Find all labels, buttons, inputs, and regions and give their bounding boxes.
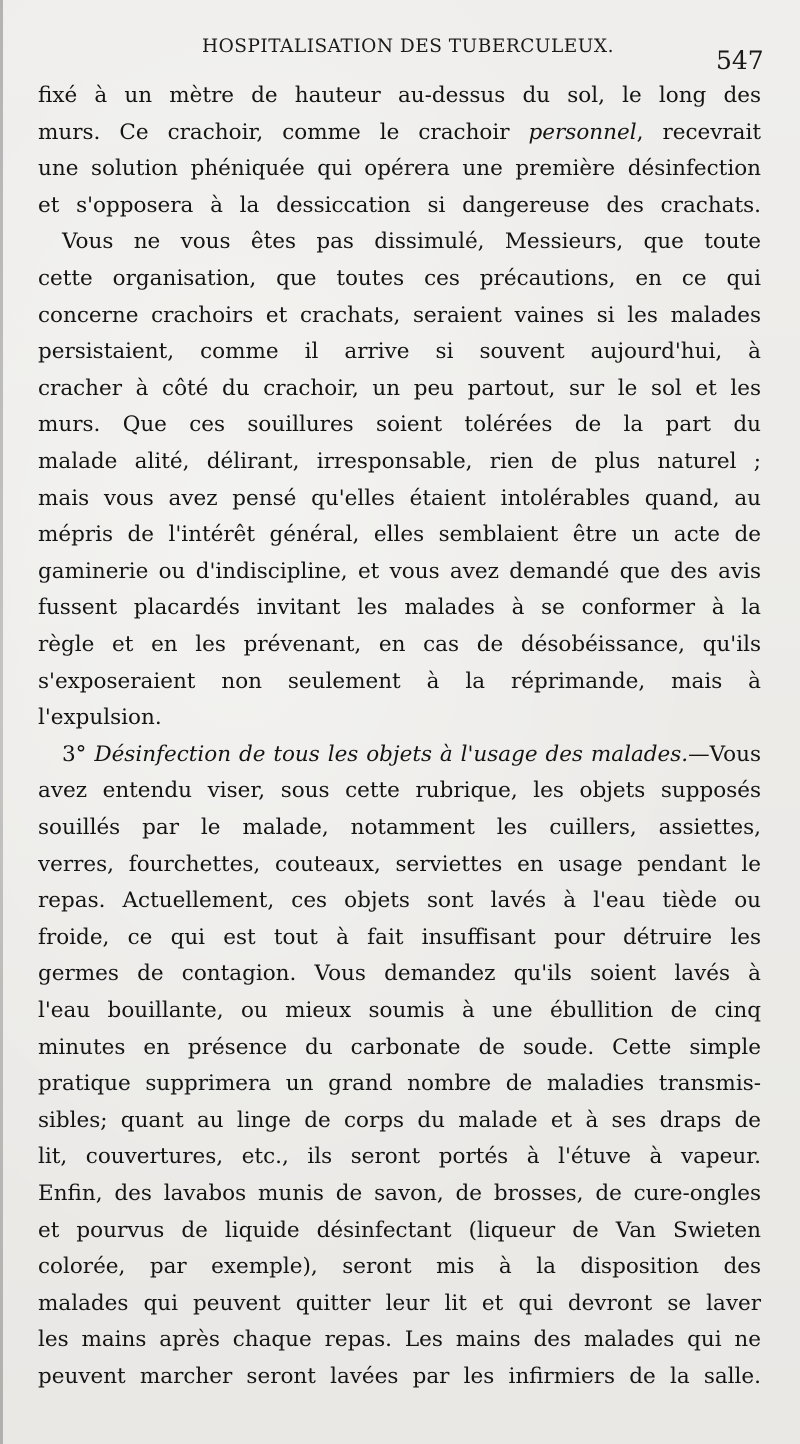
text-line: les mains après chaque repas. Les mains des malades qui ne <box>38 1327 761 1353</box>
text-line: cracher à côté du crachoir, un peu partout, sur le sol et les <box>38 375 761 401</box>
text-line: concerne crachoirs et crachats, seraient vaines si les malades <box>38 302 761 328</box>
text-line: verres, fourchettes, couteaux, serviettes en usage pendant le <box>38 851 761 877</box>
text-line: froide, ce qui est tout à fait insuffisant pour détruire les <box>38 924 761 950</box>
text-line: germes de contagion. Vous demandez qu'ils soient lavés à <box>38 961 761 987</box>
text-line: Enfin, des lavabos munis de savon, de brosses, de cure-ongles <box>38 1181 761 1206</box>
text-line: malade alité, délirant, irresponsable, rien de plus naturel ; <box>38 449 761 474</box>
text-line: fixé à un mètre de hauteur au-dessus du sol, le long des <box>38 83 761 108</box>
text-line: sibles; quant au linge de corps du malade et à ses draps de <box>38 1107 761 1133</box>
text-line: souillés par le malade, notamment les cuillers, assiettes, <box>38 815 761 840</box>
text-line: une solution phéniquée qui opérera une première désinfection <box>38 156 761 182</box>
text-line: pratique supprimera un grand nombre de maladies transmis- <box>38 1071 761 1097</box>
text-line: mais vous avez pensé qu'elles étaient intolérables quand, au <box>38 485 761 511</box>
section-heading-line: 3° Désinfection de tous les objets à l'usage des malades.—Vous <box>62 741 762 767</box>
italic-term: personnel <box>528 119 637 145</box>
text-line: lit, couvertures, etc., ils seront portés à l'étuve à vapeur. <box>38 1144 761 1170</box>
text-line: l'expulsion. <box>38 705 162 731</box>
text-line: minutes en présence du carbonate de soude. Cette simple <box>38 1034 761 1060</box>
text-line: mépris de l'intérêt général, elles semblaient être un acte de <box>38 522 761 548</box>
text-line: et pourvus de liquide désinfectant (liqueur de Van Swieten <box>38 1217 761 1243</box>
text-line: repas. Actuellement, ces objets sont lavés à l'eau tiède ou <box>38 888 761 914</box>
page-header <box>0 30 800 75</box>
text-line: et s'opposera à la dessiccation si dangereuse des crachats. <box>38 192 761 218</box>
text-line: murs. Ce crachoir, comme le crachoir personnel, recevrait <box>38 119 761 145</box>
text-line: fussent placardés invitant les malades à se conformer à la <box>38 595 761 621</box>
text-line: peuvent marcher seront lavées par les infirmiers de la salle. <box>38 1364 761 1389</box>
text-line: avez entendu viser, sous cette rubrique, les objets supposés <box>38 778 761 804</box>
text-line: cette organisation, que toutes ces précautions, en ce qui <box>38 266 761 291</box>
text-line: l'eau bouillante, ou mieux soumis à une ébullition de cinq <box>38 998 761 1023</box>
text-line: règle et en les prévenant, en cas de désobéissance, qu'ils <box>38 632 761 657</box>
text-line: Vous ne vous êtes pas dissimulé, Messieurs, que toute <box>62 229 761 255</box>
italic-heading: Désinfection de tous les objets à l'usage des malades. <box>94 741 689 767</box>
text-line: gaminerie ou d'indiscipline, et vous avez demandé que des avis <box>38 558 761 584</box>
text-line: malades qui peuvent quitter leur lit et qui devront se laver <box>38 1290 761 1316</box>
text-line: s'exposeraient non seulement à la réprimande, mais à <box>38 668 761 694</box>
text-line: persistaient, comme il arrive si souvent aujourd'hui, à <box>38 339 761 365</box>
running-head: HOSPITALISATION DES TUBERCULEUX. <box>202 36 614 57</box>
page-edge-shadow <box>0 0 3 1444</box>
page-number: 547 <box>716 46 764 75</box>
text-line: murs. Que ces souillures soient tolérées de la part du <box>38 412 761 438</box>
text-line: colorée, par exemple), seront mis à la disposition des <box>38 1254 761 1280</box>
